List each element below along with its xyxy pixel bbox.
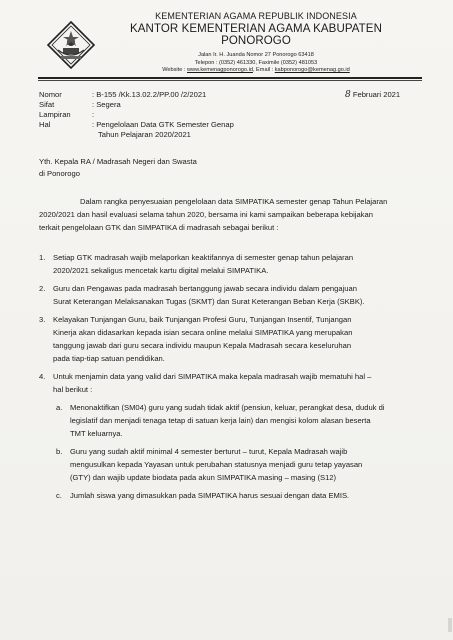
item-line: tanggung jawab dari guru secara individu maupun Kepala Madrasah secara keseluruhan: [53, 341, 352, 350]
subitem-letter: a.: [56, 403, 63, 412]
office-address-block: [96, 52, 416, 75]
item-line: Kinerja akan didasarkan kepada isian secara online melalui SIMPATIKA yang merupakan: [53, 328, 353, 337]
sifat-label: Sifat: [39, 100, 55, 109]
item-line: Surat Keterangan Melaksanakan Tugas (SKMT) dan Surat Keterangan Beban Kerja (SKBK).: [53, 297, 365, 306]
email-prefix: , Email :: [252, 67, 275, 74]
item-line: Guru dan Pengawas pada madrasah bertanggung jawab secara individu dalam pengajuan: [53, 284, 357, 293]
office-phone: Telepon : (0352) 461330, Faximile (0352) 481053: [194, 59, 318, 66]
item-number: 2.: [39, 284, 46, 293]
item-line: pada tiap-tiap satuan pendidikan.: [53, 354, 165, 363]
subitem-line: legislatif dan menjadi tenaga tetap di satuan kerja lain) dan mengisi kolom alasan beserta: [70, 416, 371, 425]
hal-value-line1: : Pengelolaan Data GTK Semester Genap: [92, 120, 234, 129]
hal-label: Hal: [39, 120, 51, 129]
letter-date: [345, 90, 400, 100]
kemenag-emblem-icon: [46, 20, 96, 70]
website-prefix: Website :: [162, 67, 188, 74]
intro-line: Dalam rangka penyesuaian pengelolaan data SIMPATIKA semester genap Tahun Pelajaran: [80, 197, 388, 206]
item-line: Setiap GTK madrasah wajib melaporkan keaktifannya di semester genap tahun pelajaran: [53, 253, 354, 262]
date-day: 8: [345, 90, 351, 100]
intro-line: terkait pengelolaan GTK dan SIMPATIKA di madrasah sebagai berikut :: [39, 223, 279, 232]
nomor-value: : B-155 /Kk.13.02.2/PP.00 /2/2021: [92, 90, 207, 99]
recipient-line1: Yth. Kepala RA / Madrasah Negeri dan Swasta: [39, 157, 197, 166]
date-month-year: Februari 2021: [350, 90, 401, 99]
office-name: KANTOR KEMENTERIAN AGAMA KABUPATEN PONOROGO: [130, 23, 382, 47]
header-rule-thick: [38, 77, 422, 79]
header-rule-thin: [38, 80, 422, 81]
office-contact: [96, 67, 416, 75]
subitem-line: Menonaktifkan (SM04) guru yang sudah tidak aktif (pensiun, keluar, perangkat desa, duduk di: [70, 403, 385, 412]
office-address: Jalan Ir. H. Juanda Nomor 27 Ponorogo 63418: [198, 52, 314, 58]
item-line: 2020/2021 sekaligus mencetak kartu digital melalui SIMPATIKA.: [53, 266, 269, 275]
subitem-letter: b.: [56, 447, 63, 456]
intro-line: 2020/2021 dan hasil evaluasi selama tahun 2020, bersama ini kami sampaikan beberapa kebijakan: [39, 210, 373, 219]
lampiran-value: :: [92, 110, 95, 119]
email-link[interactable]: kabponorogo@kemenag.go.id: [274, 67, 350, 74]
subitem-line: Jumlah siswa yang dimasukkan pada SIMPATIKA harus sesuai dengan data EMIS.: [70, 491, 350, 500]
subitem-line: mengusulkan kepada Yayasan untuk perubahan statusnya menjadi guru tetap yayasan: [70, 460, 363, 469]
item-line: Untuk menjamin data yang valid dari SIMPATIKA maka kepala madrasah wajib mematuhi hal –: [53, 372, 372, 381]
website-link[interactable]: www.kemenagponorogo.id: [187, 67, 253, 74]
hal-value-line2: Tahun Pelajaran 2020/2021: [98, 130, 191, 139]
subitem-line: (GTY) dan wajib update biodata pada akun SIMPATIKA masing – masing (S12): [70, 473, 337, 482]
scan-edge-mark: [448, 618, 452, 632]
lampiran-label: Lampiran: [39, 110, 71, 119]
recipient-line2: di Ponorogo: [39, 169, 80, 178]
nomor-label: Nomor: [39, 90, 62, 99]
item-number: 4.: [39, 372, 46, 381]
item-line: Kelayakan Tunjangan Guru, baik Tunjangan Profesi Guru, Tunjangan Insentif, Tunjangan: [53, 315, 352, 324]
subitem-line: Guru yang sudah aktif minimal 4 semester berturut – turut, Kepala Madrasah wajib: [70, 447, 348, 456]
item-number: 3.: [39, 315, 46, 324]
item-line: hal berikut :: [53, 385, 93, 394]
sifat-value: : Segera: [92, 100, 121, 109]
subitem-letter: c.: [56, 491, 62, 500]
subitem-line: TMT keluarnya.: [70, 429, 123, 438]
ministry-name: KEMENTERIAN AGAMA REPUBLIK INDONESIA: [155, 11, 357, 21]
item-number: 1.: [39, 253, 46, 262]
